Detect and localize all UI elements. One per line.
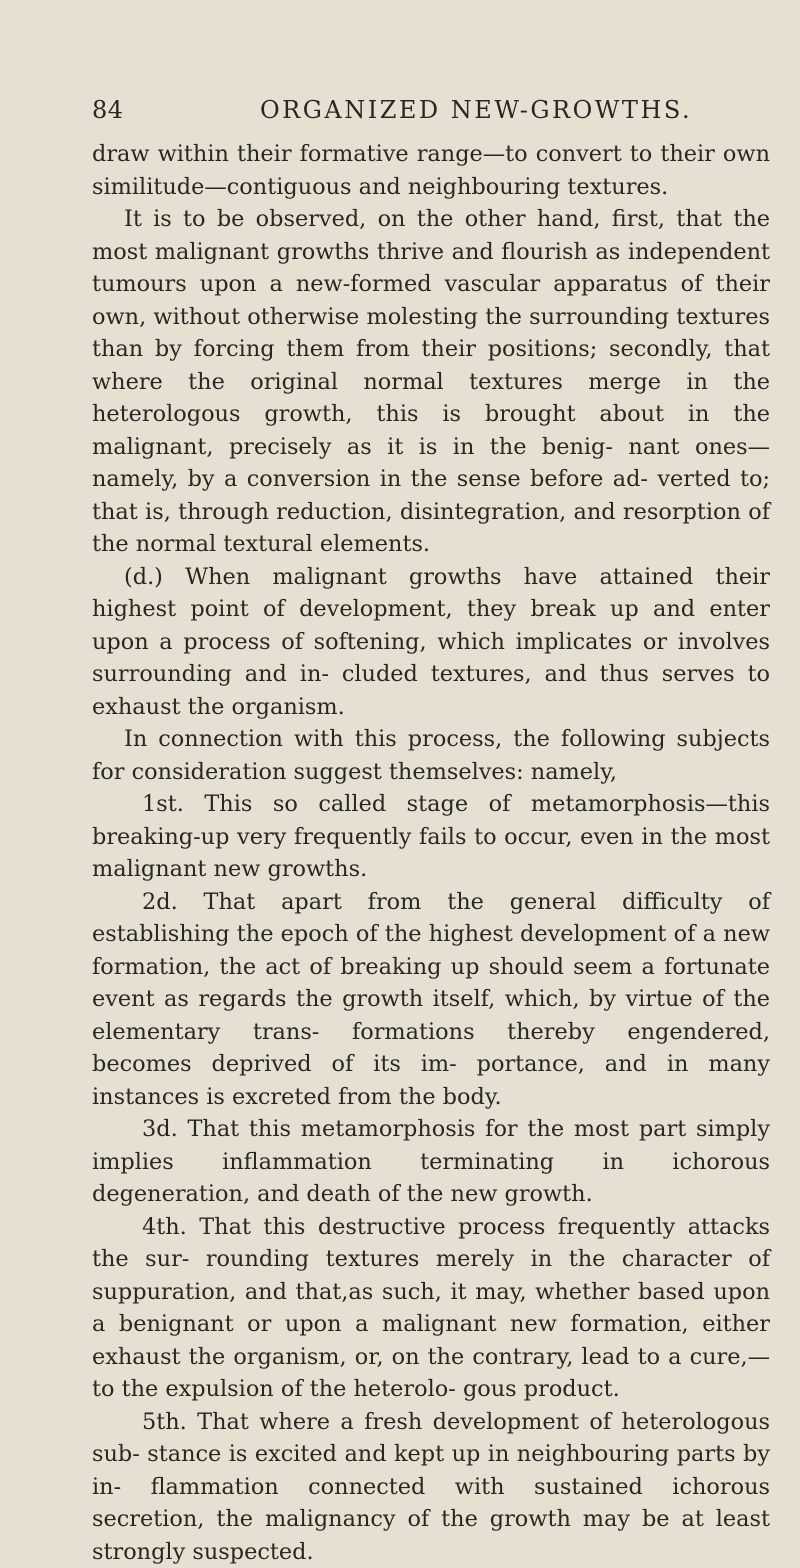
- book-page: [0, 96, 800, 1452]
- running-head: ORGANIZED NEW-GROWTHS.: [260, 96, 692, 124]
- paragraph-continuation: draw within their formative range—to convert to their own similitude—contiguous and neighbouring textures.: [92, 138, 770, 203]
- page-number: 84: [92, 96, 124, 124]
- paragraph-d: (d.) When malignant growths have attained their highest point of development, they break up and enter upon a process of softening, which implicates or involves surrounding and in- cluded textures, and thus serves to exhaust the organism.: [92, 561, 770, 724]
- paragraph-3d: 3d. That this metamorphosis for the most part simply implies inflammation terminating in ichorous degeneration, and death of the new growth.: [92, 1113, 770, 1211]
- paragraph-2d: 2d. That apart from the general difficulty of establishing the epoch of the highest development of a new formation, the act of breaking up should seem a fortunate event as regards the growth itself, which, by virtue of the elementary trans- formations thereby engendered, becomes deprived of its im- portance, and in many instances is excreted from the body.: [92, 886, 770, 1114]
- paragraph-connection: In connection with this process, the following subjects for consideration suggest themselves: namely,: [92, 723, 770, 788]
- paragraph-4th: 4th. That this destructive process frequently attacks the sur- rounding textures merely in the character of suppuration, and that,as such, it may, whether based upon a benignant or upon a malignant new formation, either exhaust the organism, or, on the contrary, lead to a cure,—to the expulsion of the heterolo- gous product.: [92, 1211, 770, 1406]
- paragraph-observation: It is to be observed, on the other hand, first, that the most malignant growths thrive and flourish as independent tumours upon a new-formed vascular apparatus of their own, without otherwise molesting the surrounding textures than by forcing them from their positions; secondly, that where the original normal textures merge in the heterologous growth, this is brought about in the malignant, precisely as it is in the benig- nant ones—namely, by a conversion in the sense before ad- verted to; that is, through reduction, disintegration, and resorption of the normal textural elements.: [92, 203, 770, 561]
- paragraph-5th: 5th. That where a fresh development of heterologous sub- stance is excited and kept up in neighbouring parts by in- flammation connected with sustained ichorous secretion, the malignancy of the growth may be at least strongly suspected.: [92, 1406, 770, 1568]
- body-text: [92, 138, 770, 1568]
- paragraph-1st: 1st. This so called stage of metamorphosis—this breaking-up very frequently fails to occur, even in the most malignant new growths.: [92, 788, 770, 886]
- page-header: [92, 96, 770, 138]
